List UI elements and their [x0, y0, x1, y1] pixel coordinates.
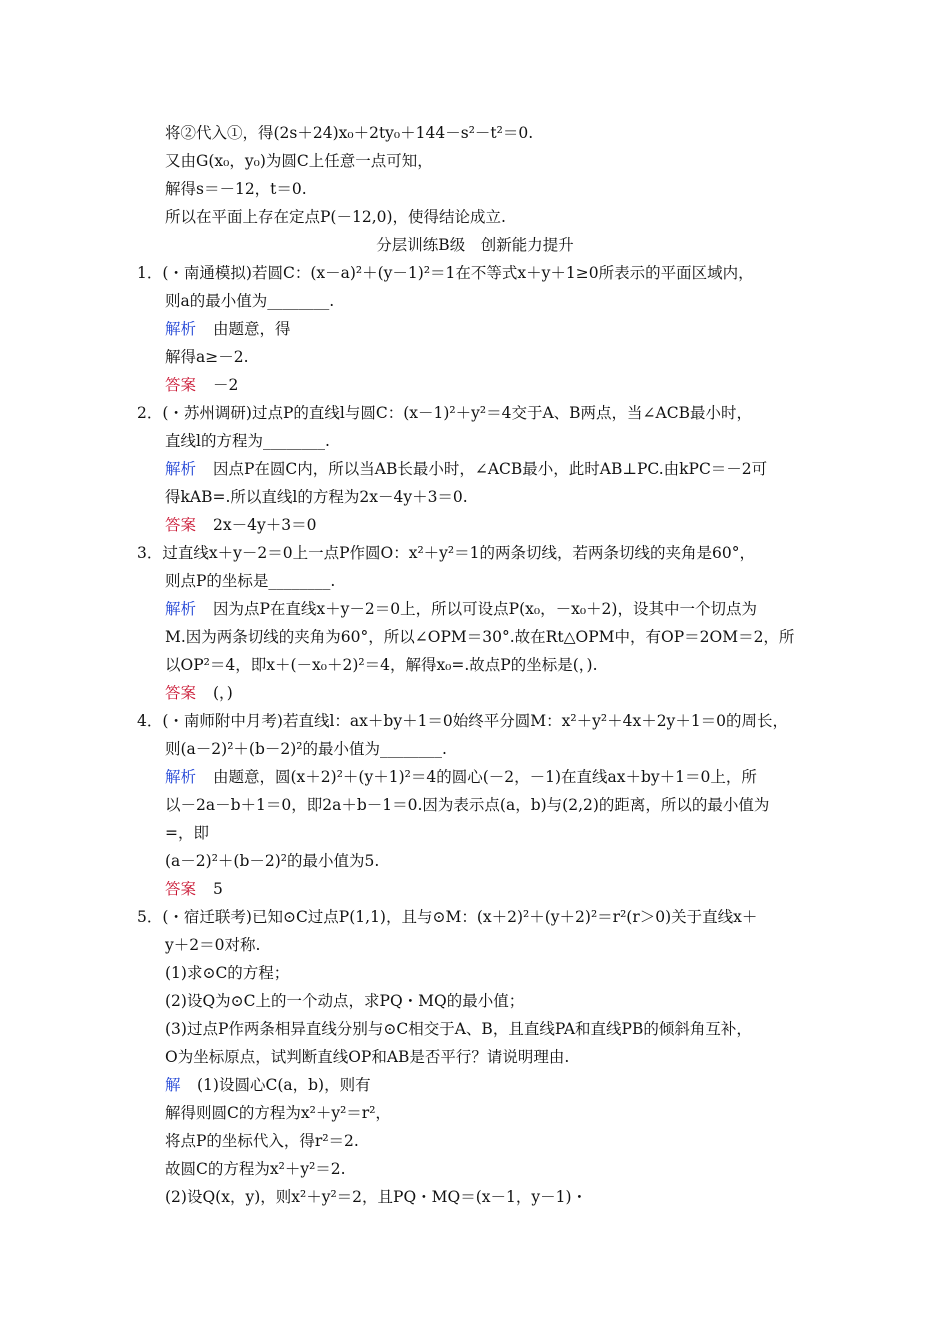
text-line: 将②代入①，得(2s＋24)x₀＋2ty₀＋144－s²－t²＝0. — [165, 124, 534, 142]
answer-label: 答案 — [165, 376, 197, 394]
analysis-label: 解析 — [165, 460, 197, 478]
text-line: O为坐标原点，试判断直线OP和AB是否平行？请说明理由. — [165, 1048, 570, 1066]
question-3-analysis: 解析 因为点P在直线x＋y－2＝0上，所以可设点P(x₀，－x₀＋2)，设其中一个切点为 — [165, 600, 757, 618]
text-line: M.因为两条切线的夹角为60°，所以∠OPM＝30°.故在Rt△OPM中，有OP＝2OM＝2，所 — [165, 628, 795, 646]
question-2-answer: 答案 2x－4y＋3＝0 — [165, 516, 317, 534]
answer-label: 答案 — [165, 516, 197, 534]
answer-label: 答案 — [165, 684, 197, 702]
question-5-stem: 5．(・宿迁联考)已知⊙C过点P(1,1)，且与⊙M：(x＋2)²＋(y＋2)²＝r²(r＞0)关于直线x＋ — [137, 908, 758, 926]
text-line: 解得a≥－2. — [165, 348, 249, 366]
text-line: 解得s＝－12，t＝0. — [165, 180, 307, 198]
question-1-stem: 1．(・南通模拟)若圆C：(x－a)²＋(y－1)²＝1在不等式x＋y＋1≥0所表示的平面区域内， — [137, 264, 754, 282]
text-line: 将点P的坐标代入，得r²＝2. — [165, 1132, 359, 1150]
text-line: 解得则圆C的方程为x²＋y²＝r²， — [165, 1104, 391, 1122]
section-title: 分层训练B级 创新能力提升 — [376, 236, 574, 254]
question-2-stem: 2．(・苏州调研)过点P的直线l与圆C：(x－1)²＋y²＝4交于A、B两点，当∠ACB最小时， — [137, 404, 752, 422]
text-line: 得kAB=.所以直线l的方程为2x－4y＋3＝0. — [165, 488, 468, 506]
analysis-label: 解析 — [165, 320, 197, 338]
question-1-stem: 则a的最小值为________. — [165, 292, 335, 310]
answer-label: 答案 — [165, 880, 197, 898]
text-line: 故圆C的方程为x²＋y²＝2. — [165, 1160, 346, 1178]
question-2-stem: 直线l的方程为________. — [165, 432, 330, 450]
text-line: (1)求⊙C的方程； — [165, 964, 290, 982]
analysis-label: 解析 — [165, 768, 197, 786]
question-2-analysis: 解析 因点P在圆C内，所以当AB长最小时，∠ACB最小，此时AB⊥PC.由kPC＝－2可 — [165, 460, 768, 478]
question-4-answer: 答案 5 — [165, 880, 223, 898]
question-4-stem: 4．(・南师附中月考)若直线l：ax＋by＋1＝0始终平分圆M：x²＋y²＋4x＋2y＋1＝0的周长， — [137, 712, 789, 730]
solution-label: 解 — [165, 1076, 181, 1094]
text-line: (2)设Q为⊙C上的一个动点，求PQ・MQ的最小值； — [165, 992, 525, 1010]
text-line: (2)设Q(x，y)，则x²＋y²＝2，且PQ・MQ＝(x－1，y－1)・ — [165, 1188, 588, 1206]
text-line: 所以在平面上存在定点P(－12,0)，使得结论成立. — [165, 208, 506, 226]
question-1-analysis: 解析 由题意，得 — [165, 320, 291, 338]
text-line: 以OP²＝4，即x＋(－x₀＋2)²＝4，解得x₀=.故点P的坐标是(，). — [165, 656, 598, 674]
text-line: (3)过点P作两条相异直线分别与⊙C相交于A、B，且直线PA和直线PB的倾斜角互补， — [165, 1020, 752, 1038]
question-5-solution: 解 (1)设圆心C(a，b)，则有 — [165, 1076, 371, 1094]
question-4-stem: 则(a－2)²＋(b－2)²的最小值为________. — [165, 740, 447, 758]
question-3-stem: 则点P的坐标是________. — [165, 572, 336, 590]
question-4-analysis: 解析 由题意，圆(x＋2)²＋(y＋1)²＝4的圆心(－2，－1)在直线ax＋by＋1＝0上，所 — [165, 768, 757, 786]
text-line: (a－2)²＋(b－2)²的最小值为5. — [165, 852, 380, 870]
text-line: =，即 — [165, 824, 209, 842]
text-line: 以－2a－b＋1＝0，即2a＋b－1＝0.因为表示点(a，b)与(2,2)的距离，所以的最小值为 — [165, 796, 770, 814]
question-3-answer: 答案 (，) — [165, 684, 233, 702]
analysis-label: 解析 — [165, 600, 197, 618]
question-1-answer: 答案 －2 — [165, 376, 239, 394]
text-line: 又由G(x₀，y₀)为圆C上任意一点可知， — [165, 152, 433, 170]
question-5-stem: y＋2＝0对称. — [165, 936, 261, 954]
question-3-stem: 3．过直线x＋y－2＝0上一点P作圆O：x²＋y²＝1的两条切线，若两条切线的夹角是60°， — [137, 544, 755, 562]
